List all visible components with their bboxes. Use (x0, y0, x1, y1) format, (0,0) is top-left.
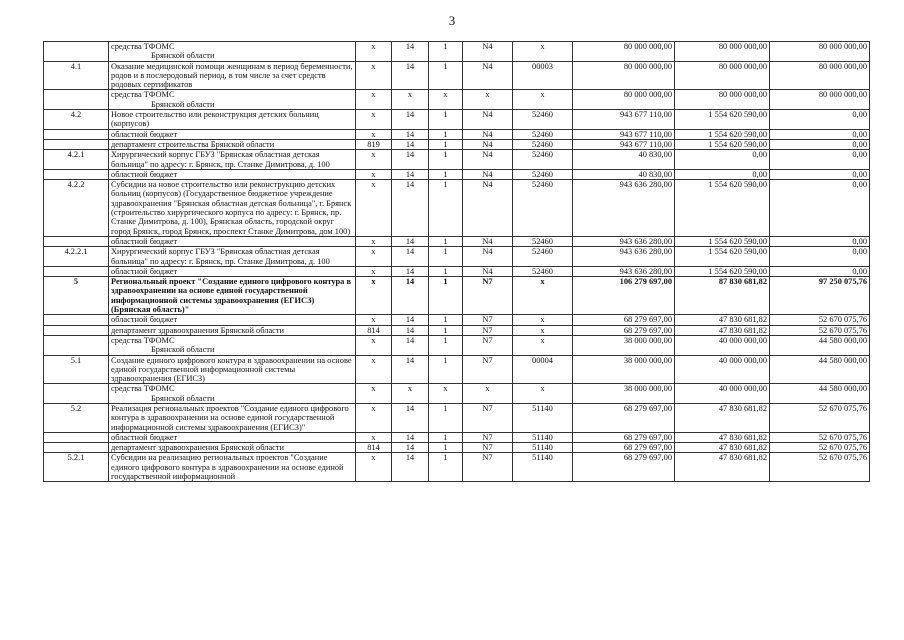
code-program: N7 (463, 277, 513, 315)
row-name-text: Хирургический корпус ГБУЗ "Брянская областная детская больница" по адресу: г. Брянск, пр. Станке Димитрова, д. 100 (111, 247, 330, 266)
code-direction: x (513, 90, 573, 110)
row-number (44, 432, 109, 442)
code-subsection: 1 (429, 236, 463, 246)
row-name (109, 403, 356, 432)
code-program: N4 (463, 247, 513, 267)
row-name (109, 453, 356, 482)
amount-year-1: 68 279 697,00 (573, 315, 675, 325)
code-grbs: x (356, 432, 392, 442)
code-grbs: x (356, 169, 392, 179)
table-row (44, 247, 870, 267)
code-subsection: 1 (429, 443, 463, 453)
budget-table-body (44, 42, 870, 482)
table-row (44, 90, 870, 110)
amount-year-3: 0,00 (770, 236, 870, 246)
table-row (44, 139, 870, 149)
code-direction: 52460 (513, 247, 573, 267)
amount-year-1: 68 279 697,00 (573, 453, 675, 482)
code-subsection: 1 (429, 110, 463, 130)
amount-year-3: 0,00 (770, 129, 870, 139)
row-name (109, 180, 356, 237)
row-name-text: Оказание медицинской помощи женщинам в период беременности, родов и в послеродовый период, в том числе за счет средств родовых сертификатов (111, 61, 353, 90)
code-direction: 52460 (513, 236, 573, 246)
code-program: N4 (463, 42, 513, 62)
row-name (109, 139, 356, 149)
amount-year-2: 40 000 000,00 (675, 335, 770, 355)
table-row (44, 236, 870, 246)
code-grbs: x (356, 247, 392, 267)
amount-year-1: 68 279 697,00 (573, 325, 675, 335)
amount-year-1: 38 000 000,00 (573, 335, 675, 355)
row-name-text: областной бюджет (111, 266, 178, 276)
amount-year-3: 44 580 000,00 (770, 355, 870, 384)
row-number (44, 443, 109, 453)
code-program: x (463, 90, 513, 110)
amount-year-1: 38 000 000,00 (573, 384, 675, 404)
amount-year-3: 44 580 000,00 (770, 384, 870, 404)
code-section: 14 (392, 61, 429, 90)
row-name (109, 129, 356, 139)
code-program: N4 (463, 129, 513, 139)
code-section: 14 (392, 169, 429, 179)
code-direction: 52460 (513, 129, 573, 139)
code-grbs: x (356, 277, 392, 315)
row-number (44, 335, 109, 355)
amount-year-3: 0,00 (770, 180, 870, 237)
page-number: 3 (448, 13, 456, 28)
row-name-text: областной бюджет (111, 129, 178, 139)
code-subsection: 1 (429, 403, 463, 432)
code-program: N4 (463, 110, 513, 130)
amount-year-2: 47 830 681,82 (675, 325, 770, 335)
code-direction: x (513, 335, 573, 355)
amount-year-1: 68 279 697,00 (573, 403, 675, 432)
amount-year-1: 68 279 697,00 (573, 432, 675, 442)
row-number: 5 (44, 277, 109, 315)
code-direction: 00004 (513, 355, 573, 384)
code-section: 14 (392, 150, 429, 170)
amount-year-3: 44 580 000,00 (770, 335, 870, 355)
row-name-continuation: Брянской области (151, 99, 215, 109)
code-section: 14 (392, 180, 429, 237)
code-grbs: 814 (356, 325, 392, 335)
code-subsection: 1 (429, 180, 463, 237)
code-direction: 00003 (513, 61, 573, 90)
row-name-text: средства ТФОМС (111, 42, 175, 51)
amount-year-1: 943 636 280,00 (573, 180, 675, 237)
code-section: x (392, 384, 429, 404)
code-subsection: x (429, 384, 463, 404)
code-subsection: 1 (429, 150, 463, 170)
code-subsection: 1 (429, 266, 463, 276)
code-direction: 52460 (513, 169, 573, 179)
amount-year-1: 40 830,00 (573, 169, 675, 179)
table-row (44, 453, 870, 482)
row-name-text: департамент здравоохранения Брянской области (111, 443, 285, 453)
row-name (109, 443, 356, 453)
code-section: 14 (392, 247, 429, 267)
amount-year-3: 52 670 075,76 (770, 325, 870, 335)
amount-year-3: 52 670 075,76 (770, 315, 870, 325)
row-name-text: средства ТФОМС (111, 90, 175, 100)
row-name-text: областной бюджет (111, 169, 178, 179)
row-number: 5.2.1 (44, 453, 109, 482)
code-subsection: 1 (429, 315, 463, 325)
table-row (44, 129, 870, 139)
row-number (44, 266, 109, 276)
row-name (109, 90, 356, 110)
row-number: 4.2 (44, 110, 109, 130)
row-number (44, 42, 109, 62)
row-number (44, 129, 109, 139)
amount-year-2: 80 000 000,00 (675, 61, 770, 90)
code-program: N4 (463, 266, 513, 276)
amount-year-2: 80 000 000,00 (675, 42, 770, 62)
code-grbs: 814 (356, 443, 392, 453)
table-row (44, 403, 870, 432)
code-subsection: 1 (429, 277, 463, 315)
amount-year-1: 80 000 000,00 (573, 90, 675, 110)
row-number: 5.2 (44, 403, 109, 432)
table-row (44, 432, 870, 442)
code-grbs: x (356, 90, 392, 110)
amount-year-2: 1 554 620 590,00 (675, 180, 770, 237)
row-name (109, 432, 356, 442)
row-name-text: Реализация региональных проектов "Создание единого цифрового контура в здравоохранении на основе единой государственной информационной системы здравоохранения (ЕГИСЗ)" (111, 403, 349, 432)
amount-year-1: 943 636 280,00 (573, 247, 675, 267)
amount-year-1: 38 000 000,00 (573, 355, 675, 384)
row-name-text: департамент здравоохранения Брянской области (111, 325, 285, 335)
code-section: 14 (392, 42, 429, 62)
code-grbs: x (356, 355, 392, 384)
row-number: 4.2.1 (44, 150, 109, 170)
code-subsection: 1 (429, 432, 463, 442)
amount-year-3: 97 250 075,76 (770, 277, 870, 315)
amount-year-2: 47 830 681,82 (675, 403, 770, 432)
code-subsection: 1 (429, 139, 463, 149)
code-program: N4 (463, 180, 513, 237)
code-section: 14 (392, 277, 429, 315)
code-section: 14 (392, 129, 429, 139)
amount-year-1: 80 000 000,00 (573, 42, 675, 62)
code-grbs: 819 (356, 139, 392, 149)
code-program: x (463, 384, 513, 404)
row-name-continuation: Брянской области (151, 51, 215, 61)
row-name (109, 110, 356, 130)
code-grbs: x (356, 403, 392, 432)
code-subsection: 1 (429, 453, 463, 482)
code-section: 14 (392, 139, 429, 149)
code-program: N7 (463, 335, 513, 355)
amount-year-3: 0,00 (770, 110, 870, 130)
row-name (109, 150, 356, 170)
row-number: 5.1 (44, 355, 109, 384)
code-direction: 51140 (513, 453, 573, 482)
amount-year-1: 80 000 000,00 (573, 61, 675, 90)
code-direction: 52460 (513, 110, 573, 130)
code-direction: x (513, 277, 573, 315)
amount-year-2: 80 000 000,00 (675, 90, 770, 110)
amount-year-1: 943 677 110,00 (573, 139, 675, 149)
amount-year-3: 0,00 (770, 266, 870, 276)
amount-year-3: 80 000 000,00 (770, 42, 870, 62)
code-program: N7 (463, 432, 513, 442)
table-row (44, 355, 870, 384)
row-name-text: областной бюджет (111, 315, 178, 325)
row-name (109, 266, 356, 276)
row-name-text: областной бюджет (111, 432, 178, 442)
row-name-text: департамент строительства Брянской области (111, 139, 275, 149)
code-grbs: x (356, 180, 392, 237)
row-name-text: Субсидии на новое строительство или реконструкцию детских больниц (корпусов) (Государственное бюджетное учреждение здравоохранения "Брянская областная детская больница", г. Брянск (строительство хирургического корпуса по адресу: г. Брянск, пр. Станке Димитрова, д. 100), Брянская область, городской округ город Брянск, город Брянск, проспект Станке Димитрова, дом 100) (111, 180, 352, 236)
code-program: N4 (463, 61, 513, 90)
row-name (109, 42, 356, 62)
row-name (109, 247, 356, 267)
amount-year-1: 943 677 110,00 (573, 129, 675, 139)
code-direction: 52460 (513, 180, 573, 237)
amount-year-3: 80 000 000,00 (770, 90, 870, 110)
amount-year-3: 0,00 (770, 169, 870, 179)
code-grbs: x (356, 315, 392, 325)
row-name (109, 236, 356, 246)
code-subsection: 1 (429, 61, 463, 90)
code-program: N7 (463, 453, 513, 482)
code-section: 14 (392, 266, 429, 276)
amount-year-2: 40 000 000,00 (675, 384, 770, 404)
code-direction: x (513, 42, 573, 62)
code-program: N7 (463, 325, 513, 335)
row-name-text: средства ТФОМС (111, 384, 175, 394)
amount-year-2: 1 554 620 590,00 (675, 247, 770, 267)
table-row (44, 335, 870, 355)
code-section: 14 (392, 432, 429, 442)
row-number: 4.2.2 (44, 180, 109, 237)
table-row (44, 384, 870, 404)
amount-year-2: 1 554 620 590,00 (675, 266, 770, 276)
code-section: x (392, 90, 429, 110)
code-subsection: 1 (429, 169, 463, 179)
amount-year-1: 106 279 697,00 (573, 277, 675, 315)
amount-year-3: 52 670 075,76 (770, 432, 870, 442)
code-section: 14 (392, 403, 429, 432)
row-name (109, 325, 356, 335)
amount-year-1: 943 636 280,00 (573, 236, 675, 246)
amount-year-3: 80 000 000,00 (770, 61, 870, 90)
code-direction: 52460 (513, 150, 573, 170)
code-section: 14 (392, 315, 429, 325)
code-section: 14 (392, 443, 429, 453)
code-direction: x (513, 315, 573, 325)
budget-table (43, 41, 870, 482)
code-section: 14 (392, 325, 429, 335)
code-program: N7 (463, 355, 513, 384)
table-row (44, 180, 870, 237)
code-grbs: x (356, 129, 392, 139)
row-name-text: Новое строительство или реконструкция детских больниц (корпусов) (111, 110, 319, 129)
table-row (44, 325, 870, 335)
table-row (44, 150, 870, 170)
code-direction: 51140 (513, 443, 573, 453)
code-subsection: 1 (429, 42, 463, 62)
code-direction: 51140 (513, 403, 573, 432)
code-direction: x (513, 325, 573, 335)
row-name-text: Хирургический корпус ГБУЗ "Брянская областная детская больница" по адресу: г. Брянск, пр. Станке Димитрова, д. 100 (111, 150, 330, 169)
row-name-continuation: Брянской области (151, 393, 215, 403)
row-name (109, 315, 356, 325)
code-grbs: x (356, 335, 392, 355)
amount-year-3: 52 670 075,76 (770, 453, 870, 482)
code-section: 14 (392, 453, 429, 482)
code-direction: 52460 (513, 266, 573, 276)
amount-year-2: 1 554 620 590,00 (675, 139, 770, 149)
row-name (109, 384, 356, 404)
table-row (44, 443, 870, 453)
code-program: N4 (463, 139, 513, 149)
amount-year-1: 943 677 110,00 (573, 110, 675, 130)
amount-year-3: 0,00 (770, 139, 870, 149)
row-number: 4.2.2.1 (44, 247, 109, 267)
table-row (44, 42, 870, 62)
row-number (44, 139, 109, 149)
code-section: 14 (392, 335, 429, 355)
amount-year-3: 52 670 075,76 (770, 443, 870, 453)
code-grbs: x (356, 110, 392, 130)
row-number (44, 236, 109, 246)
code-subsection: 1 (429, 355, 463, 384)
code-program: N7 (463, 315, 513, 325)
code-grbs: x (356, 384, 392, 404)
amount-year-2: 0,00 (675, 169, 770, 179)
code-program: N4 (463, 169, 513, 179)
row-name (109, 355, 356, 384)
table-row (44, 61, 870, 90)
row-number (44, 325, 109, 335)
row-name-text: средства ТФОМС (111, 335, 175, 345)
amount-year-3: 0,00 (770, 150, 870, 170)
code-section: 14 (392, 355, 429, 384)
amount-year-1: 68 279 697,00 (573, 443, 675, 453)
amount-year-1: 40 830,00 (573, 150, 675, 170)
code-section: 14 (392, 110, 429, 130)
row-number (44, 90, 109, 110)
table-row (44, 277, 870, 315)
amount-year-1: 943 636 280,00 (573, 266, 675, 276)
row-name (109, 169, 356, 179)
code-grbs: x (356, 266, 392, 276)
amount-year-3: 52 670 075,76 (770, 403, 870, 432)
amount-year-3: 0,00 (770, 247, 870, 267)
code-program: N7 (463, 403, 513, 432)
code-program: N4 (463, 150, 513, 170)
code-subsection: 1 (429, 129, 463, 139)
code-direction: 51140 (513, 432, 573, 442)
amount-year-2: 47 830 681,82 (675, 315, 770, 325)
amount-year-2: 0,00 (675, 150, 770, 170)
amount-year-2: 1 554 620 590,00 (675, 110, 770, 130)
table-row (44, 266, 870, 276)
code-subsection: 1 (429, 335, 463, 355)
row-name (109, 277, 356, 315)
row-name (109, 335, 356, 355)
amount-year-2: 47 830 681,82 (675, 432, 770, 442)
code-section: 14 (392, 236, 429, 246)
code-grbs: x (356, 236, 392, 246)
row-name-continuation: Брянской области (151, 345, 215, 355)
code-direction: x (513, 384, 573, 404)
amount-year-2: 1 554 620 590,00 (675, 236, 770, 246)
row-number (44, 315, 109, 325)
code-program: N4 (463, 236, 513, 246)
code-subsection: x (429, 90, 463, 110)
amount-year-2: 87 830 681,82 (675, 277, 770, 315)
row-name-text: Субсидии на реализацию региональных проектов "Создание единого цифрового контура в здравоохранении на основе единой государственной информационной (111, 453, 344, 482)
amount-year-2: 47 830 681,82 (675, 443, 770, 453)
row-name (109, 61, 356, 90)
amount-year-2: 40 000 000,00 (675, 355, 770, 384)
amount-year-2: 1 554 620 590,00 (675, 129, 770, 139)
row-number: 4.1 (44, 61, 109, 90)
row-name-text: Создание единого цифрового контура в здравоохранении на основе единой государственной информационной системы здравоохранения (ЕГИСЗ) (111, 355, 352, 384)
code-grbs: x (356, 453, 392, 482)
table-row (44, 315, 870, 325)
code-grbs: x (356, 61, 392, 90)
row-number (44, 169, 109, 179)
code-subsection: 1 (429, 325, 463, 335)
code-grbs: x (356, 150, 392, 170)
row-name-text: областной бюджет (111, 236, 178, 246)
code-direction: 52460 (513, 139, 573, 149)
row-name-text: Региональный проект "Создание единого цифрового контура в здравоохранении на основе единой государственной информационной системы здравоохранения (ЕГИСЗ) (Брянская область)" (111, 277, 351, 315)
amount-year-2: 47 830 681,82 (675, 453, 770, 482)
table-row (44, 110, 870, 130)
code-program: N7 (463, 443, 513, 453)
row-number (44, 384, 109, 404)
code-subsection: 1 (429, 247, 463, 267)
code-grbs: x (356, 42, 392, 62)
table-row (44, 169, 870, 179)
